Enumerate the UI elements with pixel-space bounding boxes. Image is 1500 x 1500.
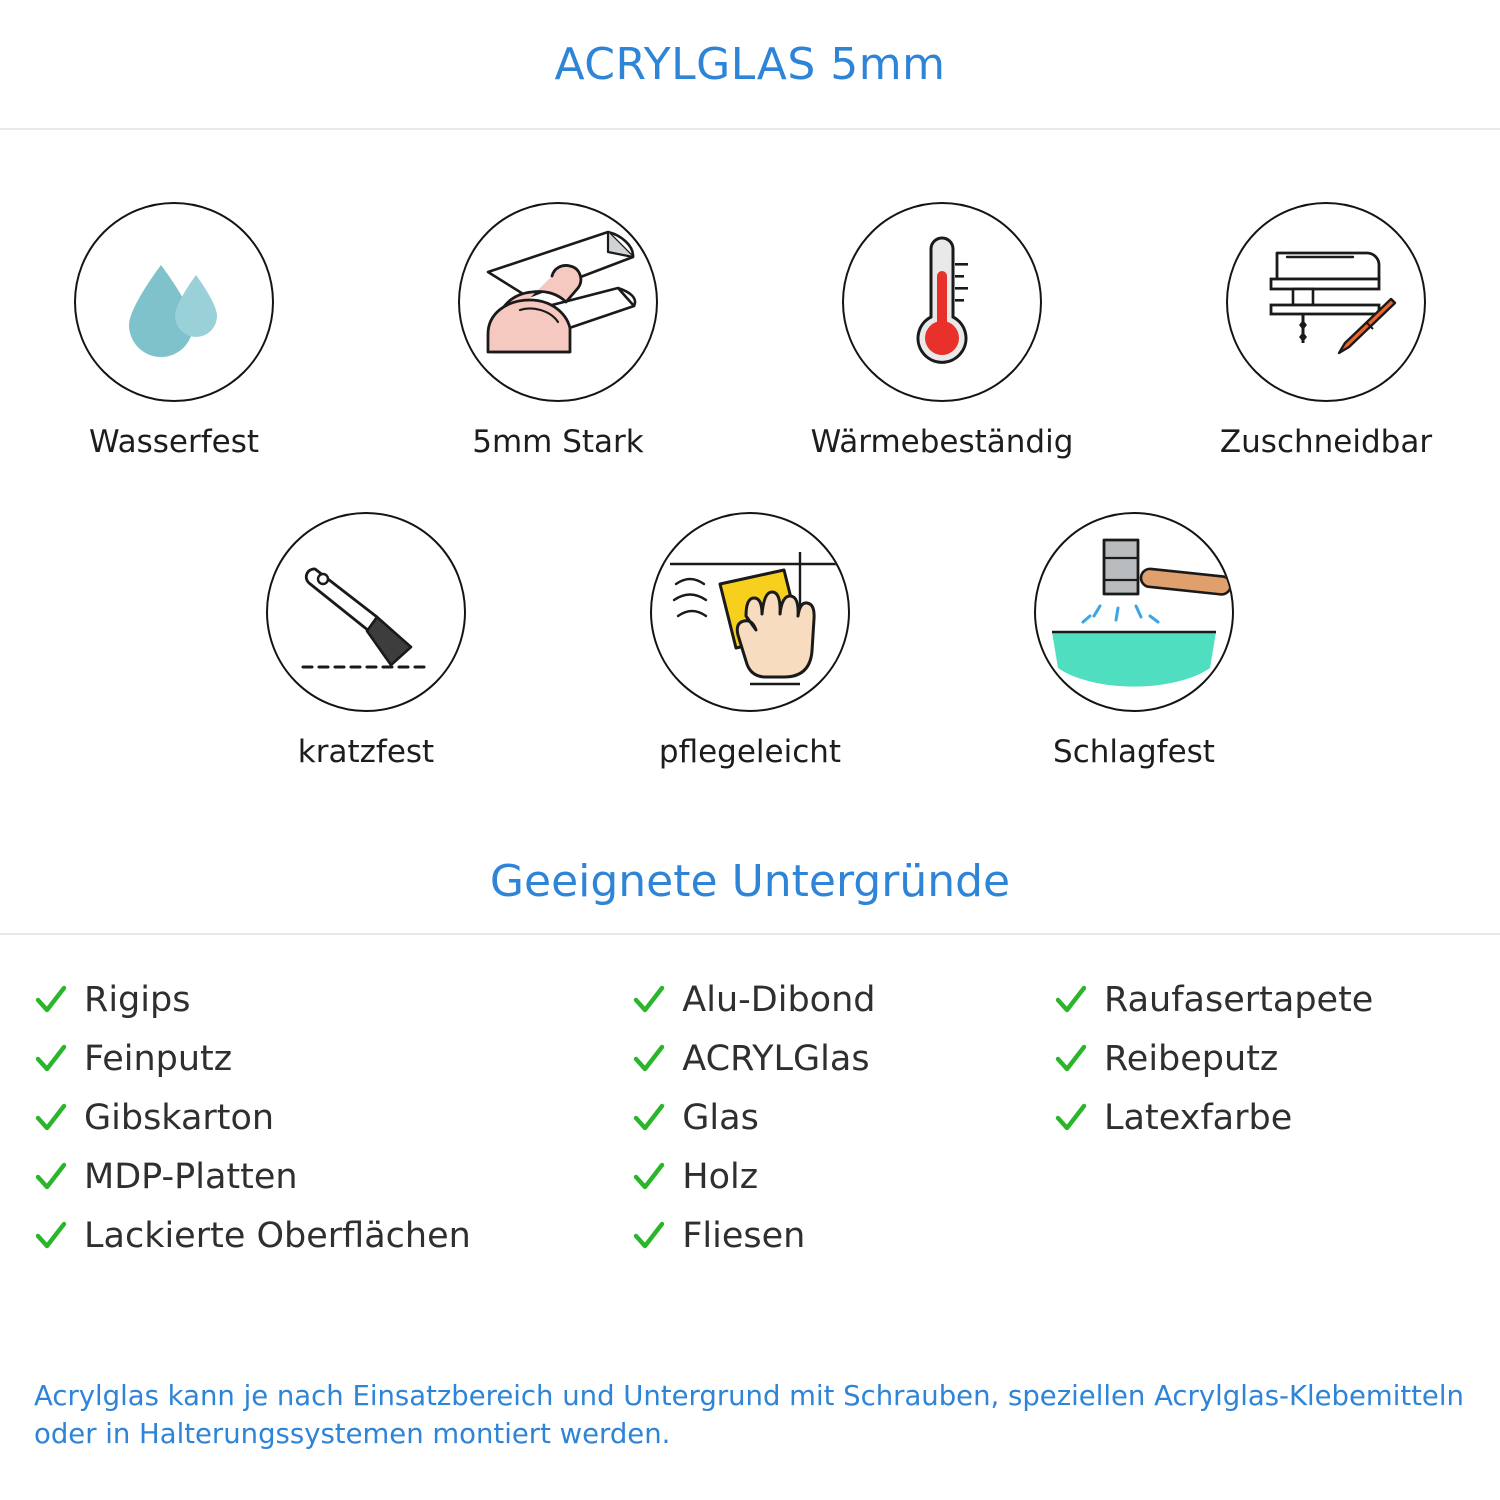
list-item	[1054, 973, 1466, 1026]
feature-label: Schlagfest	[1053, 734, 1215, 770]
substrates-list	[0, 935, 1500, 1262]
list-item-label: Latexfarbe	[1104, 1097, 1293, 1138]
list-item	[632, 1032, 1054, 1085]
check-icon	[1054, 983, 1088, 1017]
list-item-label: MDP-Platten	[84, 1156, 298, 1197]
feature-label: Wärmebeständig	[810, 424, 1074, 460]
check-icon	[34, 1219, 68, 1253]
substrate-column-1	[34, 973, 632, 1262]
feature-zuschneidbar	[1181, 202, 1471, 460]
list-item-label: Lackierte Oberflächen	[84, 1215, 471, 1256]
icon-circle	[842, 202, 1042, 402]
icon-circle	[1226, 202, 1426, 402]
list-item	[632, 1150, 1054, 1203]
feature-label: pflegeleicht	[658, 734, 842, 770]
icon-circle	[650, 512, 850, 712]
check-icon	[632, 1042, 666, 1076]
feature-row-2	[0, 512, 1500, 770]
check-icon	[34, 1101, 68, 1135]
icon-circle	[266, 512, 466, 712]
list-item	[632, 973, 1054, 1026]
feature-5mm-stark	[413, 202, 703, 460]
water-drops-icon	[99, 227, 249, 377]
substrates-header	[0, 856, 1500, 935]
list-item	[34, 1209, 632, 1262]
check-icon	[1054, 1042, 1088, 1076]
list-item-label: Rigips	[84, 979, 191, 1020]
list-item-label: Raufasertapete	[1104, 979, 1374, 1020]
feature-section	[0, 130, 1500, 770]
feature-label: Wasserfest	[88, 424, 260, 460]
check-icon	[632, 1160, 666, 1194]
list-item	[1054, 1091, 1466, 1144]
check-icon	[34, 983, 68, 1017]
thermometer-icon	[867, 227, 1017, 377]
feature-label: Zuschneidbar	[1219, 424, 1433, 460]
list-item	[34, 1091, 632, 1144]
feature-row-1	[0, 202, 1500, 460]
check-icon	[34, 1160, 68, 1194]
list-item-label: Alu-Dibond	[682, 979, 876, 1020]
icon-circle	[74, 202, 274, 402]
list-item-label: Glas	[682, 1097, 759, 1138]
check-icon	[632, 1101, 666, 1135]
page-title: ACRYLGLAS 5mm	[554, 38, 946, 90]
list-item-label: Feinputz	[84, 1038, 233, 1079]
list-item-label: Fliesen	[682, 1215, 806, 1256]
feature-wasserfest	[29, 202, 319, 460]
hand-cloth-wipe-icon	[650, 512, 850, 712]
hammer-impact-icon	[1034, 512, 1234, 712]
check-icon	[1054, 1101, 1088, 1135]
list-item-label: Holz	[682, 1156, 759, 1197]
feature-schlagfest	[989, 512, 1279, 770]
icon-circle	[458, 202, 658, 402]
feature-label: kratzfest	[297, 734, 435, 770]
list-item	[34, 1032, 632, 1085]
list-item	[632, 1209, 1054, 1262]
icon-circle	[1034, 512, 1234, 712]
substrate-column-2	[632, 973, 1054, 1262]
feature-label: 5mm Stark	[472, 424, 644, 460]
list-item-label: ACRYLGlas	[682, 1038, 870, 1079]
substrates-title: Geeignete Untergründe	[489, 856, 1011, 907]
list-item	[34, 973, 632, 1026]
jigsaw-cutter-icon	[1241, 217, 1411, 387]
check-icon	[632, 1219, 666, 1253]
flexing-arm-icon	[458, 202, 658, 402]
feature-waermebestaendig	[797, 202, 1087, 460]
list-item	[34, 1150, 632, 1203]
substrate-column-3	[1054, 973, 1466, 1262]
check-icon	[34, 1042, 68, 1076]
feature-kratzfest	[221, 512, 511, 770]
list-item-label: Gibskarton	[84, 1097, 275, 1138]
mounting-note: Acrylglas kann je nach Einsatzbereich und Untergrund mit Schrauben, speziellen Acrylglas-Klebemitteln oder in Halterungssystemen montiert werden.	[34, 1380, 1464, 1451]
check-icon	[632, 983, 666, 1017]
knife-scratch-icon	[281, 527, 451, 697]
header	[0, 0, 1500, 130]
feature-pflegeleicht	[605, 512, 895, 770]
list-item	[1054, 1032, 1466, 1085]
list-item-label: Reibeputz	[1104, 1038, 1279, 1079]
list-item	[632, 1091, 1054, 1144]
